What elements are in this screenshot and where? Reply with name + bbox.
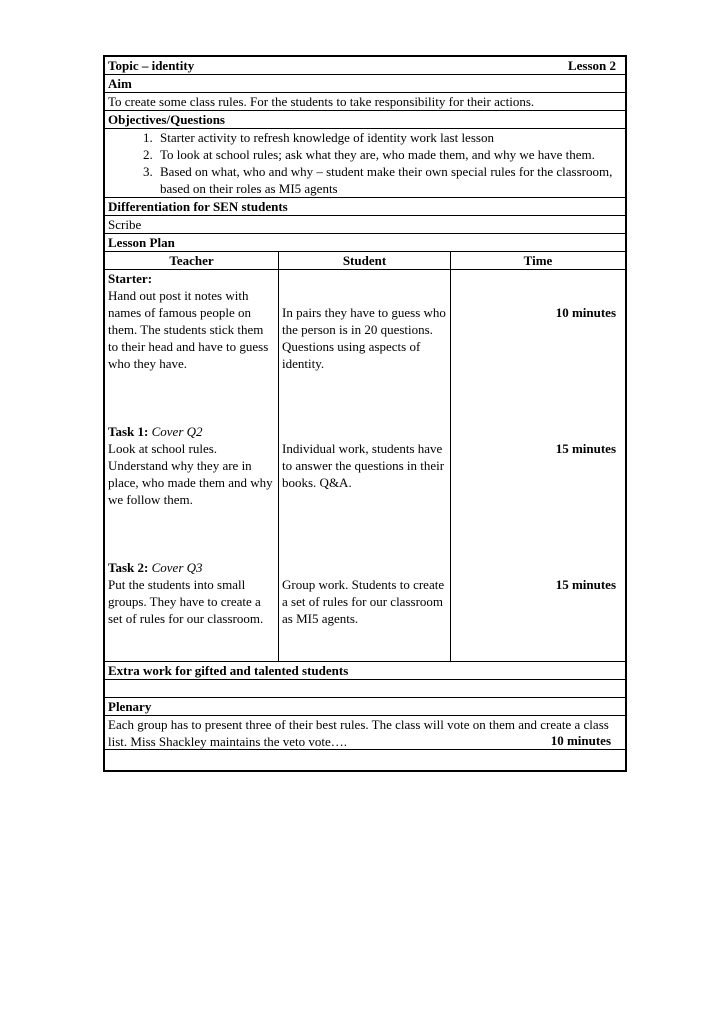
starter-student-text: In pairs they have to guess who the person is in 20 questions. Questions using aspects of identity. — [282, 305, 446, 371]
aim-label: Aim — [105, 75, 625, 93]
time-column — [451, 270, 625, 661]
objectives-label: Objectives/Questions — [105, 111, 625, 129]
aim-text: To create some class rules. For the students to take responsibility for their actions. — [105, 93, 625, 111]
topic-row — [105, 57, 625, 75]
differentiation-text: Scribe — [105, 216, 625, 234]
extra-work-label: Extra work for gifted and talented students — [105, 662, 625, 680]
task1-label: Task 1: — [108, 424, 149, 439]
column-header-time: Time — [523, 253, 553, 268]
task1-heading — [108, 423, 275, 440]
task2-heading — [108, 559, 275, 576]
plenary-content — [105, 716, 625, 750]
objective-item: 2. To look at school rules; ask what they are, who made them, and why we have them. — [156, 146, 622, 163]
task1-teacher-text: Look at school rules. Understand why they are in place, who made them and why we follow them. — [108, 441, 273, 507]
task2-time: 15 minutes — [555, 577, 616, 592]
plenary-time: 10 minutes — [550, 733, 611, 748]
lesson-number: Lesson 2 — [567, 58, 616, 73]
blank-final-row — [105, 750, 625, 770]
lesson-plan-body — [105, 270, 625, 662]
starter-label: Starter: — [108, 271, 153, 286]
lesson-plan-label: Lesson Plan — [105, 234, 625, 252]
task1-time: 15 minutes — [555, 441, 616, 456]
lesson-plan-header-row — [105, 252, 625, 270]
teacher-column — [105, 270, 279, 661]
lesson-plan-document — [103, 55, 627, 772]
differentiation-label: Differentiation for SEN students — [105, 198, 625, 216]
task1-student-text: Individual work, students have to answer the questions in their books. Q&A. — [282, 441, 445, 490]
column-header-teacher: Teacher — [105, 252, 279, 269]
objective-item: 3. Based on what, who and why – student make their own special rules for the classroom, based on their roles as MI5 agents — [156, 163, 622, 197]
task2-student-text: Group work. Students to create a set of rules for our classroom as MI5 agents. — [282, 577, 445, 626]
column-header-student: Student — [279, 252, 451, 269]
task2-teacher-text: Put the students into small groups. They have to create a set of rules for our classroom. — [108, 577, 264, 626]
task2-cover: Cover Q3 — [151, 560, 203, 575]
starter-teacher-text: Hand out post it notes with names of famous people on them. The students stick them to their head and have to guess who they have. — [108, 288, 269, 371]
task2-label: Task 2: — [108, 560, 149, 575]
task1-cover: Cover Q2 — [151, 424, 203, 439]
plenary-text: Each group has to present three of their best rules. The class will vote on them and create a class list. Miss Shackley maintains the veto vote…. — [108, 717, 609, 749]
objectives-list-row — [105, 129, 625, 198]
extra-work-content — [105, 680, 625, 698]
objectives-list — [108, 129, 622, 197]
topic-title: Topic – identity — [108, 58, 195, 73]
plenary-label: Plenary — [105, 698, 625, 716]
objective-item: 1. Starter activity to refresh knowledge of identity work last lesson — [156, 129, 622, 146]
starter-time: 10 minutes — [555, 305, 616, 320]
student-column — [279, 270, 451, 661]
